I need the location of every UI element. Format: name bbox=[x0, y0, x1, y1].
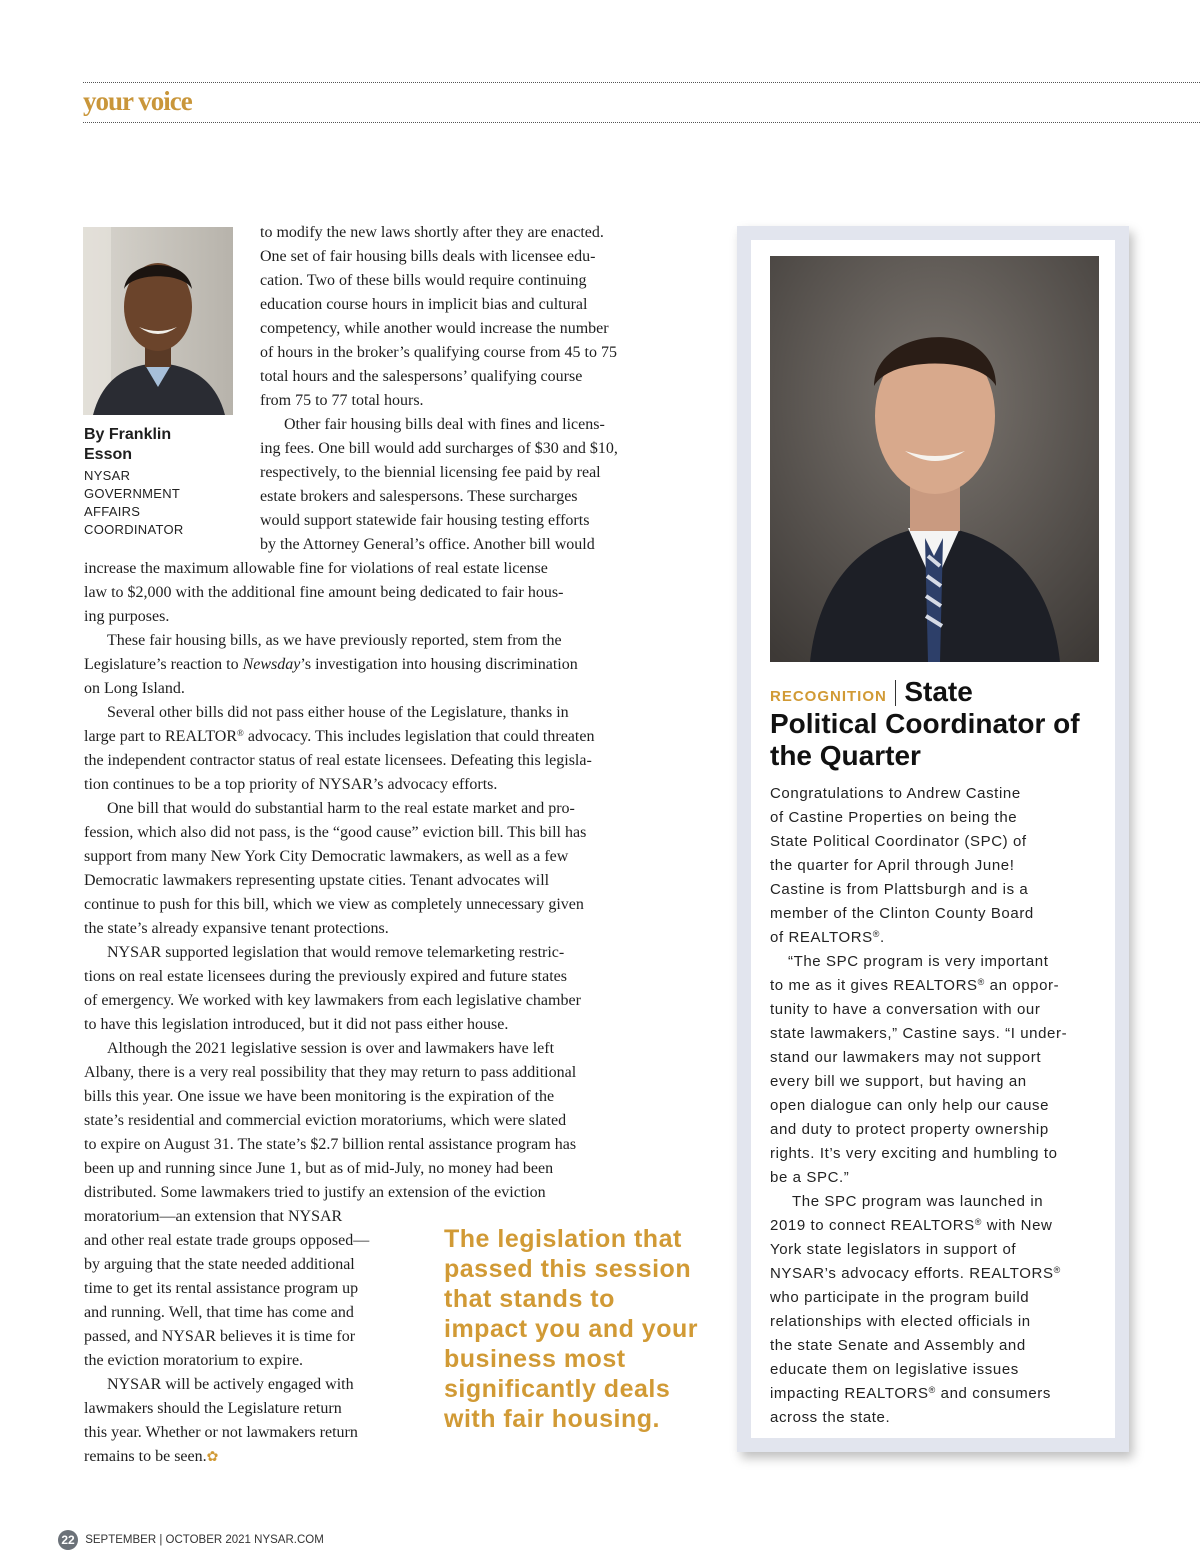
author-photo bbox=[83, 227, 233, 415]
top-rule bbox=[83, 82, 1200, 83]
sidebar-text: NYSAR’s advocacy efforts. REALTORS bbox=[770, 1265, 1054, 1282]
article-line: increase the maximum allowable fine for violations of real estate license bbox=[84, 560, 548, 577]
section-label: your voice bbox=[83, 86, 192, 116]
sidebar-title: State bbox=[904, 676, 973, 707]
author-title bbox=[84, 467, 244, 539]
sidebar-line: relationships with elected officials in bbox=[770, 1313, 1031, 1330]
article-line: from 75 to 77 total hours. bbox=[260, 392, 424, 409]
registered-mark: ® bbox=[872, 929, 880, 939]
sidebar-line: “The SPC program is very important bbox=[788, 953, 1049, 970]
article-line: bills this year. One issue we have been monitoring is the expiration of the bbox=[84, 1088, 555, 1105]
article-line: been up and running since June 1, but as of mid-July, no money had been bbox=[84, 1160, 554, 1177]
sidebar-line: educate them on legislative issues bbox=[770, 1361, 1019, 1378]
author-title-line: GOVERNMENT bbox=[84, 486, 181, 501]
sidebar-text: to me as it gives REALTORS bbox=[770, 977, 978, 994]
sidebar-text: impacting REALTORS bbox=[770, 1385, 929, 1402]
sidebar-line: the state Senate and Assembly and bbox=[770, 1337, 1026, 1354]
sidebar-line: rights. It’s very exciting and humbling to bbox=[770, 1145, 1058, 1162]
article-line: this year. Whether or not lawmakers return bbox=[84, 1424, 358, 1441]
article-text: advocacy. This includes legislation that could threaten bbox=[243, 728, 595, 745]
article-line: continue to push for this bill, which we view as completely unnecessary given bbox=[84, 896, 584, 913]
sidebar-line: stand our lawmakers may not support bbox=[770, 1049, 1042, 1066]
sidebar-text: with New bbox=[982, 1217, 1053, 1234]
sidebar-text: an oppor- bbox=[984, 977, 1060, 994]
sidebar-line: be a SPC.” bbox=[770, 1169, 850, 1186]
article-line: by arguing that the state needed additional bbox=[84, 1256, 355, 1273]
header-rule bbox=[83, 122, 1200, 123]
article-text: remains to be seen. bbox=[84, 1448, 207, 1465]
sidebar-line: the quarter for April through June! bbox=[770, 857, 1015, 874]
article-line: moratorium—an extension that NYSAR bbox=[84, 1208, 343, 1225]
article-line: One set of fair housing bills deals with licensee edu- bbox=[260, 248, 596, 265]
sidebar-line: state lawmakers,” Castine says. “I under- bbox=[770, 1025, 1068, 1042]
article-line: lawmakers should the Legislature return bbox=[84, 1400, 342, 1417]
sidebar-line: who participate in the program build bbox=[770, 1289, 1030, 1306]
article-line: and other real estate trade groups opposed— bbox=[84, 1232, 370, 1249]
sidebar-line: State Political Coordinator (SPC) of bbox=[770, 833, 1027, 850]
article-line: distributed. Some lawmakers tried to justify an extension of the eviction bbox=[84, 1184, 546, 1201]
sidebar-line: Congratulations to Andrew Castine bbox=[770, 785, 1021, 802]
author-title-line: NYSAR bbox=[84, 468, 131, 483]
publication-name: Newsday bbox=[242, 656, 301, 673]
article-line: tions on real estate licensees during the previously expired and future states bbox=[84, 968, 567, 985]
article-line: NYSAR supported legislation that would remove telemarketing restric- bbox=[107, 944, 565, 961]
site-url: NYSAR.COM bbox=[254, 1534, 324, 1547]
sidebar-line: every bill we support, but having an bbox=[770, 1073, 1027, 1090]
article-line: Although the 2021 legislative session is over and lawmakers have left bbox=[107, 1040, 555, 1057]
sidebar-text: of REALTORS bbox=[770, 929, 873, 946]
article-line: by the Attorney General’s office. Another bill would bbox=[260, 536, 595, 553]
article-line: cation. Two of these bills would require continuing bbox=[260, 272, 587, 289]
article-line: state’s residential and commercial eviction moratoriums, which were slated bbox=[84, 1112, 567, 1129]
article-text: large part to REALTOR bbox=[84, 728, 238, 745]
sidebar-text: and consumers bbox=[935, 1385, 1051, 1402]
article-line: Other fair housing bills deal with fines and licens- bbox=[284, 416, 605, 433]
article-line: ing fees. One bill would add surcharges of $30 and $10, bbox=[260, 440, 618, 457]
sidebar-title-rest: Political Coordinator of the Quarter bbox=[770, 708, 1080, 771]
article-line: to have this legislation introduced, but it did not pass either house. bbox=[84, 1016, 509, 1033]
author-title-line: AFFAIRS bbox=[84, 504, 141, 519]
registered-mark: ® bbox=[974, 1217, 983, 1227]
article-line: total hours and the salespersons’ qualifying course bbox=[260, 368, 583, 385]
article-line: One bill that would do substantial harm to the real estate market and pro- bbox=[107, 800, 575, 817]
article-line: NYSAR will be actively engaged with bbox=[107, 1376, 354, 1393]
sidebar-line: member of the Clinton County Board bbox=[770, 905, 1034, 922]
sidebar-line: York state legislators in support of bbox=[770, 1241, 1017, 1258]
author-byline bbox=[84, 425, 244, 539]
article-line: Democratic lawmakers representing upstate cities. Tenant advocates will bbox=[84, 872, 550, 889]
article-line bbox=[84, 653, 578, 677]
article-line: the state’s already expansive tenant protections. bbox=[84, 920, 389, 937]
article-line: law to $2,000 with the additional fine amount being dedicated to fair hous- bbox=[84, 584, 564, 601]
article-line: estate brokers and salespersons. These surcharges bbox=[260, 488, 578, 505]
sidebar-line: and duty to protect property ownership bbox=[770, 1121, 1049, 1138]
sidebar-line: across the state. bbox=[770, 1409, 891, 1426]
article-line: to expire on August 31. The state’s $2.7 billion rental assistance program has bbox=[84, 1136, 577, 1153]
sidebar-line: of Castine Properties on being the bbox=[770, 809, 1018, 826]
sidebar-line bbox=[770, 926, 885, 950]
page-footer bbox=[58, 1530, 324, 1550]
article-line: the independent contractor status of real estate licensees. Defeating this legisla- bbox=[84, 752, 592, 769]
author-title-line: COORDINATOR bbox=[84, 522, 184, 537]
article-line: support from many New York City Democratic lawmakers, as well as a few bbox=[84, 848, 569, 865]
issue-date: SEPTEMBER | OCTOBER 2021 bbox=[85, 1534, 251, 1547]
article-line bbox=[84, 725, 594, 749]
heading-divider bbox=[895, 680, 897, 706]
article-line: of emergency. We worked with key lawmakers from each legislative chamber bbox=[84, 992, 581, 1009]
article-line: tion continues to be a top priority of NYSAR’s advocacy efforts. bbox=[84, 776, 498, 793]
article-line: ing purposes. bbox=[84, 608, 170, 625]
sidebar-line: Castine is from Plattsburgh and is a bbox=[770, 881, 1029, 898]
article-line: respectively, to the biennial licensing fee paid by real bbox=[260, 464, 601, 481]
sidebar-line bbox=[770, 974, 1059, 998]
sidebar-line bbox=[770, 1262, 1061, 1286]
sidebar-line bbox=[770, 1382, 1051, 1406]
article-line: Several other bills did not pass either house of the Legislature, thanks in bbox=[107, 704, 569, 721]
article-line bbox=[84, 1445, 218, 1470]
article-line: and running. Well, that time has come and bbox=[84, 1304, 354, 1321]
article-text: Legislature’s reaction to bbox=[84, 656, 243, 673]
sidebar-text: . bbox=[879, 929, 885, 946]
article-line: Albany, there is a very real possibility that they may return to pass additional bbox=[84, 1064, 577, 1081]
sidebar-line: open dialogue can only help our cause bbox=[770, 1097, 1050, 1114]
article-line: These fair housing bills, as we have previously reported, stem from the bbox=[107, 632, 562, 649]
article-line: the eviction moratorium to expire. bbox=[84, 1352, 304, 1369]
article-line: of hours in the broker’s qualifying course from 45 to 75 bbox=[260, 344, 617, 361]
page-number: 22 bbox=[58, 1530, 78, 1550]
article-line: fession, which also did not pass, is the “good cause” eviction bill. This bill has bbox=[84, 824, 587, 841]
article-line: passed, and NYSAR believes it is time for bbox=[84, 1328, 356, 1345]
sidebar-kicker: RECOGNITION bbox=[770, 688, 887, 705]
article-line: would support statewide fair housing testing efforts bbox=[260, 512, 590, 529]
author-name-line-2: Esson bbox=[84, 446, 133, 463]
article-text: ’s investigation into housing discrimination bbox=[300, 656, 578, 673]
registered-mark: ® bbox=[977, 977, 985, 987]
author-name-line-1: By Franklin bbox=[84, 426, 172, 443]
sidebar-heading bbox=[770, 676, 1115, 772]
sidebar-line: The SPC program was launched in bbox=[792, 1193, 1044, 1210]
article-line: education course hours in implicit bias and cultural bbox=[260, 296, 588, 313]
honoree-photo bbox=[770, 256, 1099, 662]
sidebar-line: tunity to have a conversation with our bbox=[770, 1001, 1041, 1018]
article-line: on Long Island. bbox=[84, 680, 185, 697]
registered-mark: ® bbox=[237, 728, 244, 738]
end-mark-icon: ✿ bbox=[206, 1450, 219, 1465]
registered-mark: ® bbox=[1053, 1265, 1061, 1275]
pull-quote: The legislation that passed this session that stands to impact you and your business most significantly deals with fair housing. bbox=[444, 1225, 698, 1433]
article-line: to modify the new laws shortly after they are enacted. bbox=[260, 224, 604, 241]
article-line: time to get its rental assistance program up bbox=[84, 1280, 359, 1297]
registered-mark: ® bbox=[928, 1385, 936, 1395]
sidebar-line bbox=[770, 1214, 1052, 1238]
article-line: competency, while another would increase the number bbox=[260, 320, 609, 337]
sidebar-text: 2019 to connect REALTORS bbox=[770, 1217, 975, 1234]
